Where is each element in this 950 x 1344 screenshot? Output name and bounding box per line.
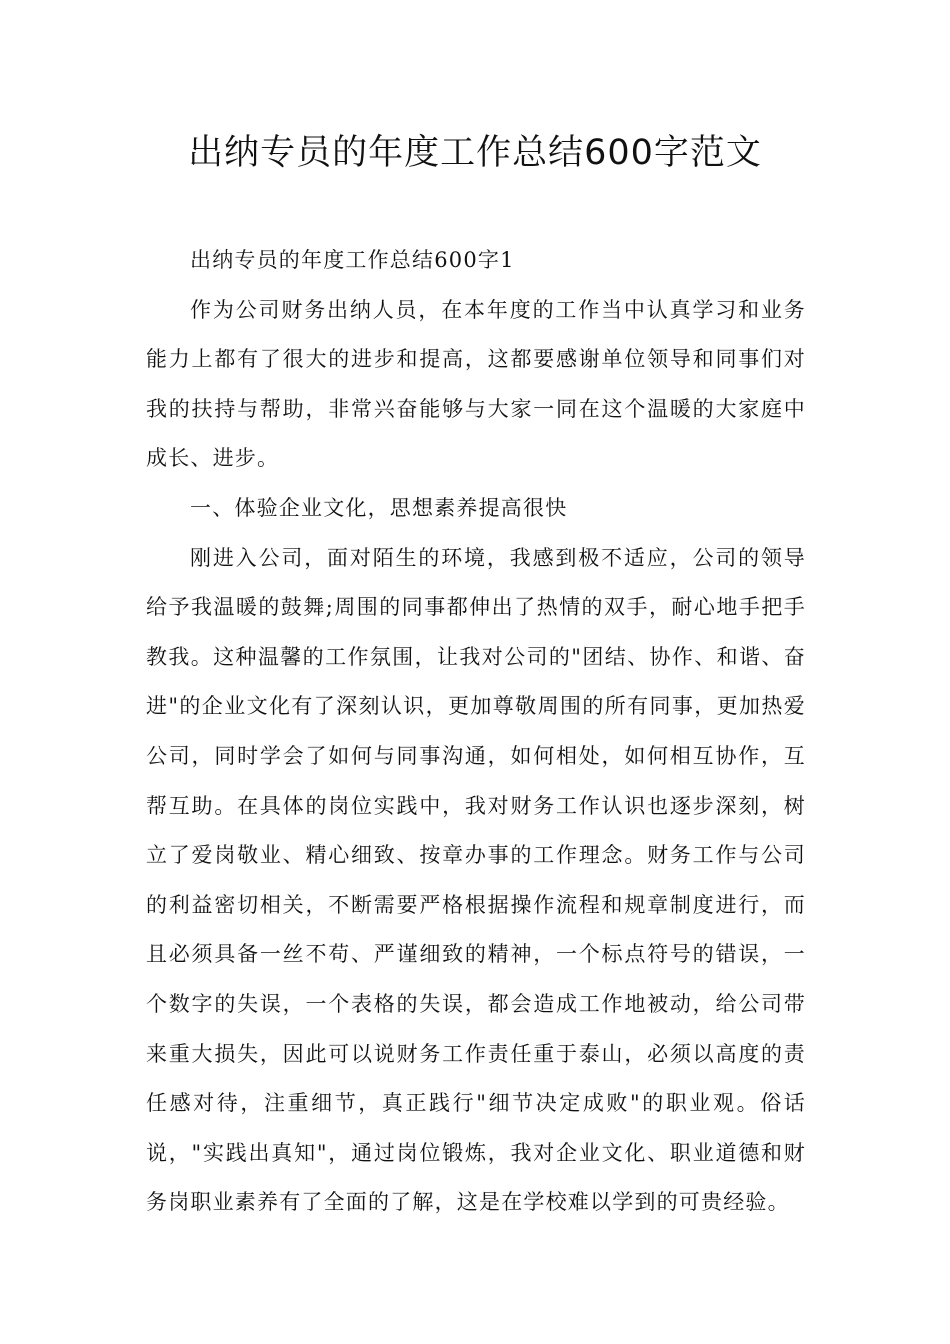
document-body [146, 236, 806, 1228]
body-paragraph: 刚进入公司，面对陌生的环境，我感到极不适应，公司的领导给予我温暖的鼓舞;周围的同事都伸出了热情的双手，耐心地手把手教我。这种温馨的工作氛围，让我对公司的"团结、协作、和谐、奋进"的企业文化有了深刻认识，更加尊敬周围的所有同事，更加热爱公司，同时学会了如何与同事沟通，如何相处，如何相互协作，互帮互助。在具体的岗位实践中，我对财务工作认识也逐步深刻，树立了爱岗敬业、精心细致、按章办事的工作理念。财务工作与公司的利益密切相关，不断需要严格根据操作流程和规章制度进行，而且必须具备一丝不苟、严谨细致的精神，一个标点符号的错误，一个数字的失误，一个表格的失误，都会造成工作地被动，给公司带来重大损失，因此可以说财务工作责任重于泰山，必须以高度的责任感对待，注重细节，真正践行"细节决定成败"的职业观。俗话说，"实践出真知"，通过岗位锻炼，我对企业文化、职业道德和财务岗职业素养有了全面的了解，这是在学校难以学到的可贵经验。 [146, 545, 806, 1215]
subsection-heading: 一、体验企业文化，思想素养提高很快 [190, 495, 568, 520]
section-heading: 出纳专员的年度工作总结600字1 [190, 248, 515, 272]
document-title: 出纳专员的年度工作总结600字范文 [188, 133, 762, 173]
intro-paragraph: 作为公司财务出纳人员，在本年度的工作当中认真学习和业务能力上都有了很大的进步和提高，这都要感谢单位领导和同事们对我的扶持与帮助，非常兴奋能够与大家一同在这个温暖的大家庭中成长、进步。 [146, 297, 806, 471]
